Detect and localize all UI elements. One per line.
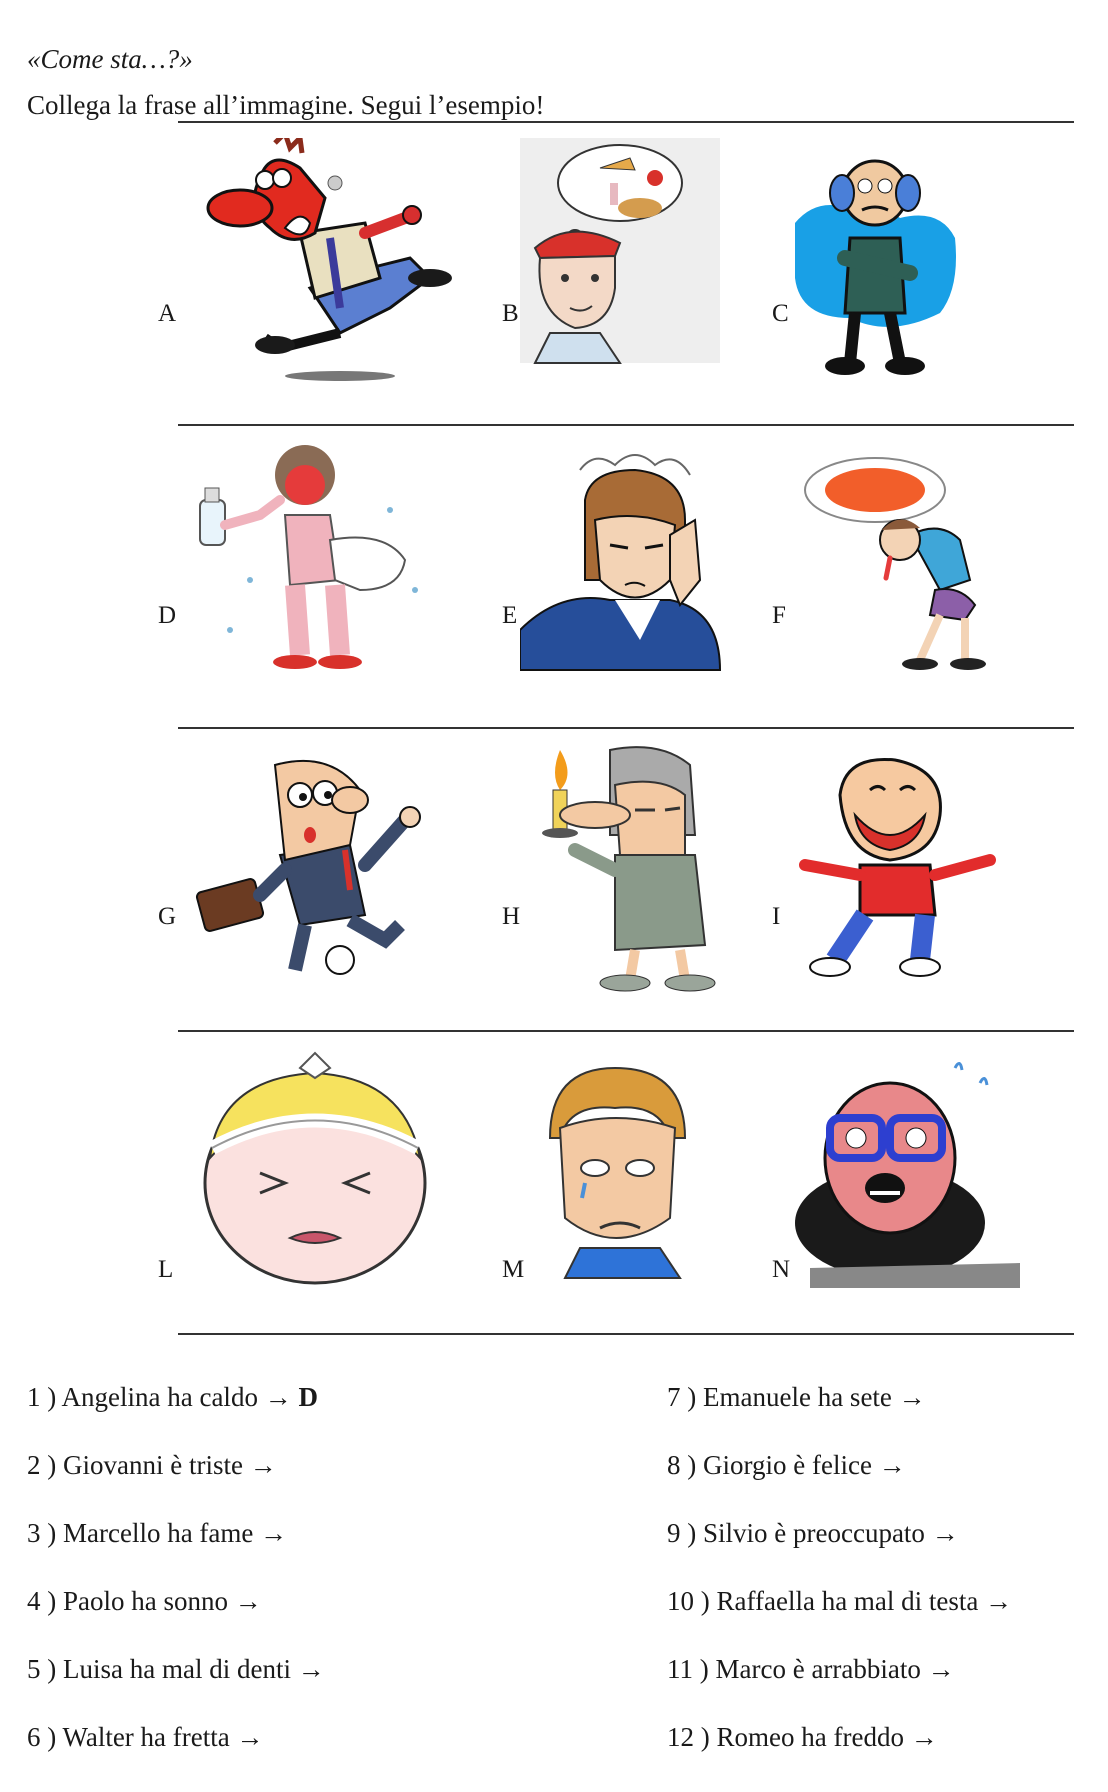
sentence-number: 9 ) (667, 1518, 697, 1548)
sentence-number: 5 ) (27, 1654, 57, 1684)
arrow-icon: → (927, 1654, 955, 1684)
sentence-item (667, 1382, 926, 1413)
sentence-text: Silvio è preoccupato (703, 1518, 925, 1548)
sentence-text: Emanuele ha sete (703, 1382, 892, 1412)
hurrying-businessman-icon (190, 745, 460, 993)
arrow-icon: → (249, 1450, 277, 1480)
toothache-face-bandage-icon (190, 1048, 460, 1296)
divider (178, 727, 1074, 729)
image-letter: N (772, 1256, 791, 1283)
headache-boy-icon (520, 440, 790, 688)
image-letter: M (502, 1256, 525, 1283)
image-cell-d (158, 440, 460, 688)
image-cell-n (772, 1048, 1060, 1296)
image-letter: H (502, 903, 521, 930)
worksheet-title: «Come sta…?» (27, 44, 193, 74)
sentence-text: Giovanni è triste (63, 1450, 243, 1480)
sentence-number: 11 ) (667, 1654, 709, 1684)
divider (178, 1030, 1074, 1032)
divider (178, 121, 1074, 123)
image-cell-e (502, 440, 790, 688)
arrow-icon: → (260, 1518, 288, 1548)
happy-boy-icon (790, 745, 1060, 993)
answer-field[interactable]: D (298, 1382, 318, 1412)
sentence-item (667, 1722, 938, 1753)
arrow-icon: → (931, 1518, 959, 1548)
image-cell-m (502, 1048, 790, 1296)
arrow-icon: → (898, 1382, 926, 1412)
sentence-item (27, 1722, 264, 1753)
sentence-text: Marcello ha fame (63, 1518, 254, 1548)
sentence-item (667, 1654, 955, 1685)
worksheet-instruction: Collega la frase all’immagine. Segui l’esempio! (27, 90, 545, 120)
sentence-number: 1 ) (27, 1382, 57, 1412)
arrow-icon: → (234, 1586, 262, 1616)
sentence-item (27, 1586, 262, 1617)
sentence-text: Walter ha fretta (62, 1722, 230, 1752)
arrow-icon: → (910, 1722, 938, 1752)
image-letter: E (502, 602, 518, 629)
thirsty-man-sun-icon (790, 440, 1060, 688)
image-cell-a (158, 138, 460, 386)
divider (178, 1333, 1074, 1335)
image-letter: C (772, 300, 789, 327)
arrow-icon: → (878, 1450, 906, 1480)
sentence-number: 4 ) (27, 1586, 57, 1616)
angry-man-icon (190, 138, 460, 386)
sentence-number: 3 ) (27, 1518, 57, 1548)
image-letter: G (158, 903, 177, 930)
worried-man-glasses-icon (790, 1048, 1060, 1296)
sentence-item (667, 1450, 906, 1481)
image-cell-l (158, 1048, 460, 1296)
image-letter: L (158, 1256, 174, 1283)
sentence-text: Angelina ha caldo (61, 1382, 258, 1412)
sentence-text: Marco è arrabbiato (715, 1654, 921, 1684)
arrow-icon: → (985, 1586, 1013, 1616)
image-cell-b (502, 138, 790, 386)
sentence-text: Paolo ha sonno (63, 1586, 228, 1616)
sentence-number: 6 ) (27, 1722, 57, 1752)
image-letter: D (158, 602, 177, 629)
sentence-text: Romeo ha freddo (716, 1722, 904, 1752)
sentence-item (27, 1450, 277, 1481)
sentence-text: Luisa ha mal di denti (63, 1654, 291, 1684)
sad-crying-boy-icon (520, 1048, 790, 1296)
sentence-item (667, 1586, 1012, 1617)
sentence-number: 8 ) (667, 1450, 697, 1480)
sentence-item (27, 1518, 287, 1549)
cold-man-earmuffs-icon (790, 138, 1060, 386)
image-letter: B (502, 300, 519, 327)
image-cell-c (772, 138, 1060, 386)
sentence-item (27, 1654, 325, 1685)
sentence-number: 7 ) (667, 1382, 697, 1412)
sleepy-man-candle-icon (520, 745, 790, 993)
sentence-number: 12 ) (667, 1722, 710, 1752)
image-cell-h (502, 745, 790, 993)
image-cell-f (772, 440, 1060, 688)
image-cell-g (158, 745, 460, 993)
sentence-text: Raffaella ha mal di testa (716, 1586, 979, 1616)
hot-woman-spray-bottle-icon (190, 440, 460, 688)
image-letter: A (158, 300, 177, 327)
hungry-boy-thinking-food-icon (520, 138, 790, 386)
arrow-icon: → (297, 1654, 325, 1684)
sentence-item (667, 1518, 959, 1549)
sentence-number: 10 ) (667, 1586, 710, 1616)
arrow-icon: → (264, 1382, 292, 1412)
divider (178, 424, 1074, 426)
sentence-text: Giorgio è felice (703, 1450, 872, 1480)
image-letter: I (772, 903, 781, 930)
arrow-icon: → (236, 1722, 264, 1752)
sentence-number: 2 ) (27, 1450, 57, 1480)
sentence-item (27, 1382, 318, 1413)
image-cell-i (772, 745, 1060, 993)
image-letter: F (772, 602, 786, 629)
